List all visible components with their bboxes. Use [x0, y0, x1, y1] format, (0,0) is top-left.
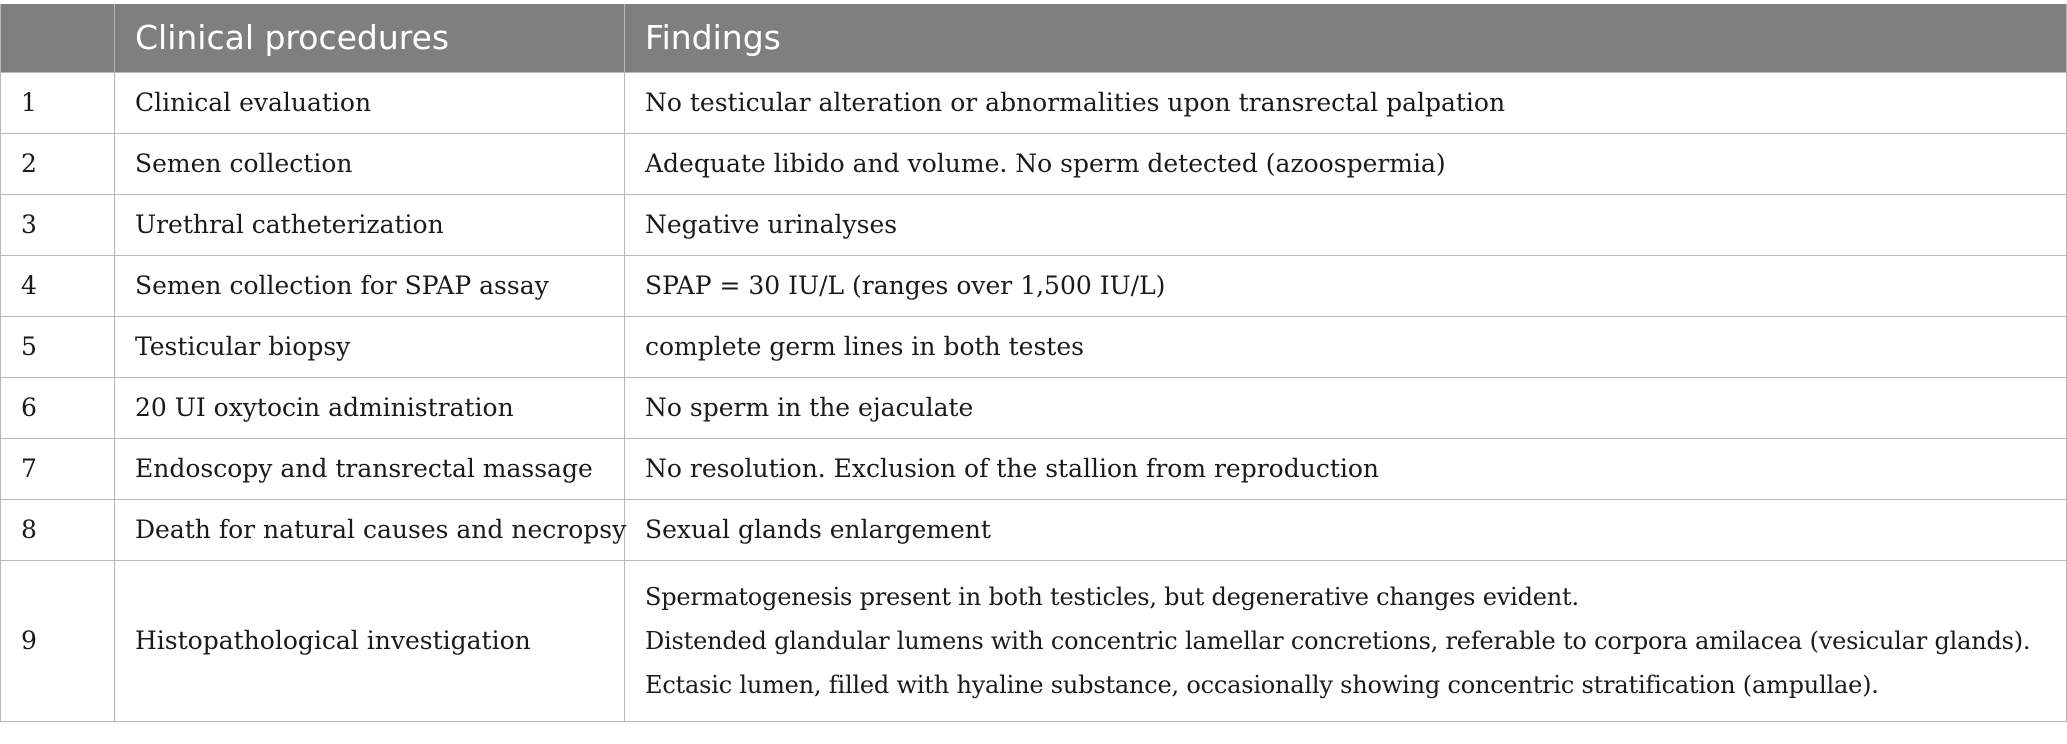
- findings-line: Spermatogenesis present in both testicles, but degenerative changes evident.: [645, 582, 1579, 611]
- header-index: [1, 4, 115, 72]
- header-findings: Findings: [625, 4, 2067, 72]
- procedure-cell: Semen collection for SPAP assay: [115, 255, 625, 316]
- table-row: [1, 377, 2067, 438]
- findings-cell: Sexual glands enlargement: [625, 499, 2067, 560]
- row-number: 6: [1, 377, 115, 438]
- findings-cell: SPAP = 30 IU/L (ranges over 1,500 IU/L): [625, 255, 2067, 316]
- findings-line: Distended glandular lumens with concentric lamellar concretions, referable to corpora amilacea (vesicular glands).: [645, 626, 2031, 655]
- procedure-cell: Testicular biopsy: [115, 316, 625, 377]
- findings-cell: complete germ lines in both testes: [625, 316, 2067, 377]
- table-row: [1, 194, 2067, 255]
- findings-cell: No sperm in the ejaculate: [625, 377, 2067, 438]
- row-number: 9: [1, 560, 115, 721]
- table-row: [1, 72, 2067, 133]
- findings-cell: No testicular alteration or abnormalities upon transrectal palpation: [625, 72, 2067, 133]
- table-row: [1, 316, 2067, 377]
- findings-line: Ectasic lumen, filled with hyaline substance, occasionally showing concentric stratification (ampullae).: [645, 670, 1879, 699]
- findings-cell: Adequate libido and volume. No sperm detected (azoospermia): [625, 133, 2067, 194]
- table-row: [1, 133, 2067, 194]
- table-body: [1, 72, 2067, 721]
- row-number: 4: [1, 255, 115, 316]
- findings-cell: [625, 560, 2067, 721]
- row-number: 3: [1, 194, 115, 255]
- findings-cell: Negative urinalyses: [625, 194, 2067, 255]
- row-number: 1: [1, 72, 115, 133]
- row-number: 2: [1, 133, 115, 194]
- table-header: [1, 4, 2067, 72]
- header-clinical-procedures: Clinical procedures: [115, 4, 625, 72]
- table-row: [1, 560, 2067, 721]
- procedure-cell: Semen collection: [115, 133, 625, 194]
- procedures-table: [0, 4, 2067, 722]
- table-row: [1, 499, 2067, 560]
- row-number: 8: [1, 499, 115, 560]
- row-number: 7: [1, 438, 115, 499]
- procedure-cell: Histopathological investigation: [115, 560, 625, 721]
- procedure-cell: Clinical evaluation: [115, 72, 625, 133]
- table-row: [1, 438, 2067, 499]
- procedure-cell: Urethral catheterization: [115, 194, 625, 255]
- table-row: [1, 255, 2067, 316]
- procedure-cell: 20 UI oxytocin administration: [115, 377, 625, 438]
- header-row: [1, 4, 2067, 72]
- findings-cell: No resolution. Exclusion of the stallion from reproduction: [625, 438, 2067, 499]
- row-number: 5: [1, 316, 115, 377]
- procedure-cell: Endoscopy and transrectal massage: [115, 438, 625, 499]
- procedure-cell: Death for natural causes and necropsy: [115, 499, 625, 560]
